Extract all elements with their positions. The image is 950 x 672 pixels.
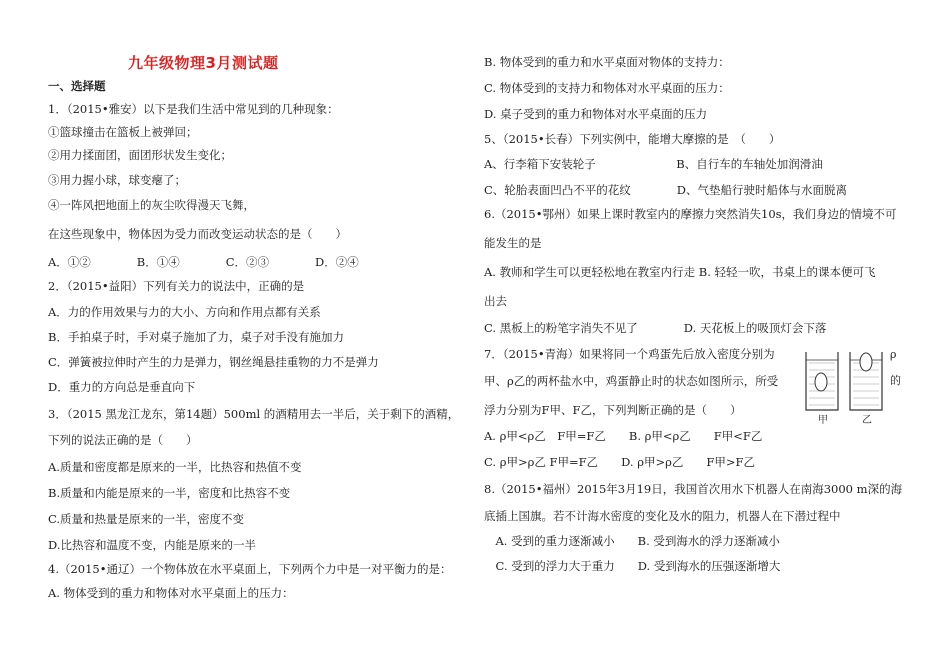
text-line: ④一阵风把地面上的灰尘吹得漫天飞舞，	[48, 198, 255, 212]
text-line: 出去	[484, 294, 507, 308]
beaker-a	[806, 352, 838, 410]
text-line: A. ρ甲<ρ乙 F甲=F乙 B. ρ甲<ρ乙 F甲<F乙	[484, 429, 763, 443]
text-line: 2．（2015•益阳）下列有关力的说法中，正确的是	[48, 279, 305, 293]
text-line: ③用力握小球，球变瘪了；	[48, 173, 186, 187]
text-line: A. 物体受到的重力和物体对水平桌面上的压力：	[48, 586, 294, 600]
text-line: C. 黑板上的粉笔字消失不见了 D. 天花板上的吸顶灯会下落	[484, 321, 827, 335]
beakers-diagram	[800, 346, 910, 426]
section-heading: 一、选择题	[48, 79, 106, 93]
text-line: ②用力揉面团，面团形状发生变化；	[48, 148, 232, 162]
text-line: 浮力分别为F甲、F乙，下列判断正确的是（ ）	[484, 403, 742, 417]
egg-beakers-figure	[800, 346, 910, 426]
text-line: 6.（2015•鄂州）如果上课时教室内的摩擦力突然消失10s，我们身边的情境不可	[484, 207, 897, 221]
text-line: A、行李箱下安装轮子 B、自行车的车轴处加润滑油	[484, 157, 823, 171]
text-line: 7．（2015•青海）如果将同一个鸡蛋先后放入密度分别为	[484, 347, 775, 361]
text-line: 底插上国旗。若不计海水密度的变化及水的阻力，机器人在下潜过程中	[484, 509, 841, 523]
text-line: B. 物体受到的重力和水平桌面对物体的支持力：	[484, 55, 730, 69]
rho-symbol: ρ	[890, 348, 897, 361]
beaker-b-label: 乙	[862, 415, 872, 426]
text-line: A. 受到的重力逐渐减小 B. 受到海水的浮力逐渐减小	[484, 534, 780, 548]
text-line: 下列的说法正确的是（ ）	[48, 433, 198, 447]
text-line: B．手拍桌子时，手对桌子施加了力，桌子对手没有施加力	[48, 330, 344, 344]
text-line: B.质量和内能是原来的一半，密度和比热容不变	[48, 486, 291, 500]
text-line: 8.（2015•福州）2015年3月19日，我国首次用水下机器人在南海3000 m深的海	[484, 482, 903, 496]
text-line: 甲、ρ乙的两杯盐水中，鸡蛋静止时的状态如图所示，所受	[484, 374, 779, 388]
text-line: A．①② B．①④ C．②③ D．②④	[48, 255, 359, 269]
beaker-b	[850, 352, 882, 410]
text-line: 4.（2015•通辽）一个物体放在水平桌面上，下列两个力中是一对平衡力的是：	[48, 562, 452, 576]
text-line: A．力的作用效果与力的大小、方向和作用点都有关系	[48, 305, 321, 319]
text-line: C. 物体受到的支持力和物体对水平桌面的压力：	[484, 81, 730, 95]
text-line: 5、（2015•长春）下列实例中，能增大摩擦的是 （ ）	[484, 132, 781, 146]
page-title: 九年级物理3月测试题	[128, 54, 279, 72]
text-line: A.质量和密度都是原来的一半，比热容和热值不变	[48, 460, 302, 474]
text-line: D. 桌子受到的重力和物体对水平桌面的压力	[484, 107, 708, 121]
text-line: 1．（2015•雅安）以下是我们生活中常见到的几种现象：	[48, 102, 339, 116]
text-line: C．弹簧被拉伸时产生的力是弹力，钢丝绳悬挂重物的力不是弹力	[48, 355, 379, 369]
text-line: C.质量和热量是原来的一半，密度不变	[48, 512, 245, 526]
text-line: 在这些现象中，物体因为受力而改变运动状态的是（ ）	[48, 227, 347, 241]
text-line: C. 受到的浮力大于重力 D. 受到海水的压强逐渐增大	[484, 559, 781, 573]
text-line: 3．（2015 黑龙江龙东，第14题）500ml 的酒精用去一半后，关于剩下的酒精，	[48, 407, 460, 421]
trailing-char: 的	[890, 374, 901, 387]
text-line: A. 教师和学生可以更轻松地在教室内行走 B. 轻轻一吹，书桌上的课本便可飞	[484, 265, 876, 279]
text-line: C、轮胎表面凹凸不平的花纹 D、气垫船行驶时船体与水面脱离	[484, 183, 848, 197]
text-line: C. ρ甲>ρ乙 F甲=F乙 D. ρ甲>ρ乙 F甲>F乙	[484, 455, 755, 469]
text-line: D．重力的方向总是垂直向下	[48, 380, 196, 394]
beaker-a-label: 甲	[818, 415, 828, 426]
text-line: ①篮球撞击在篮板上被弹回；	[48, 125, 198, 139]
text-line: 能发生的是	[484, 236, 542, 250]
text-line: D.比热容和温度不变，内能是原来的一半	[48, 538, 256, 552]
